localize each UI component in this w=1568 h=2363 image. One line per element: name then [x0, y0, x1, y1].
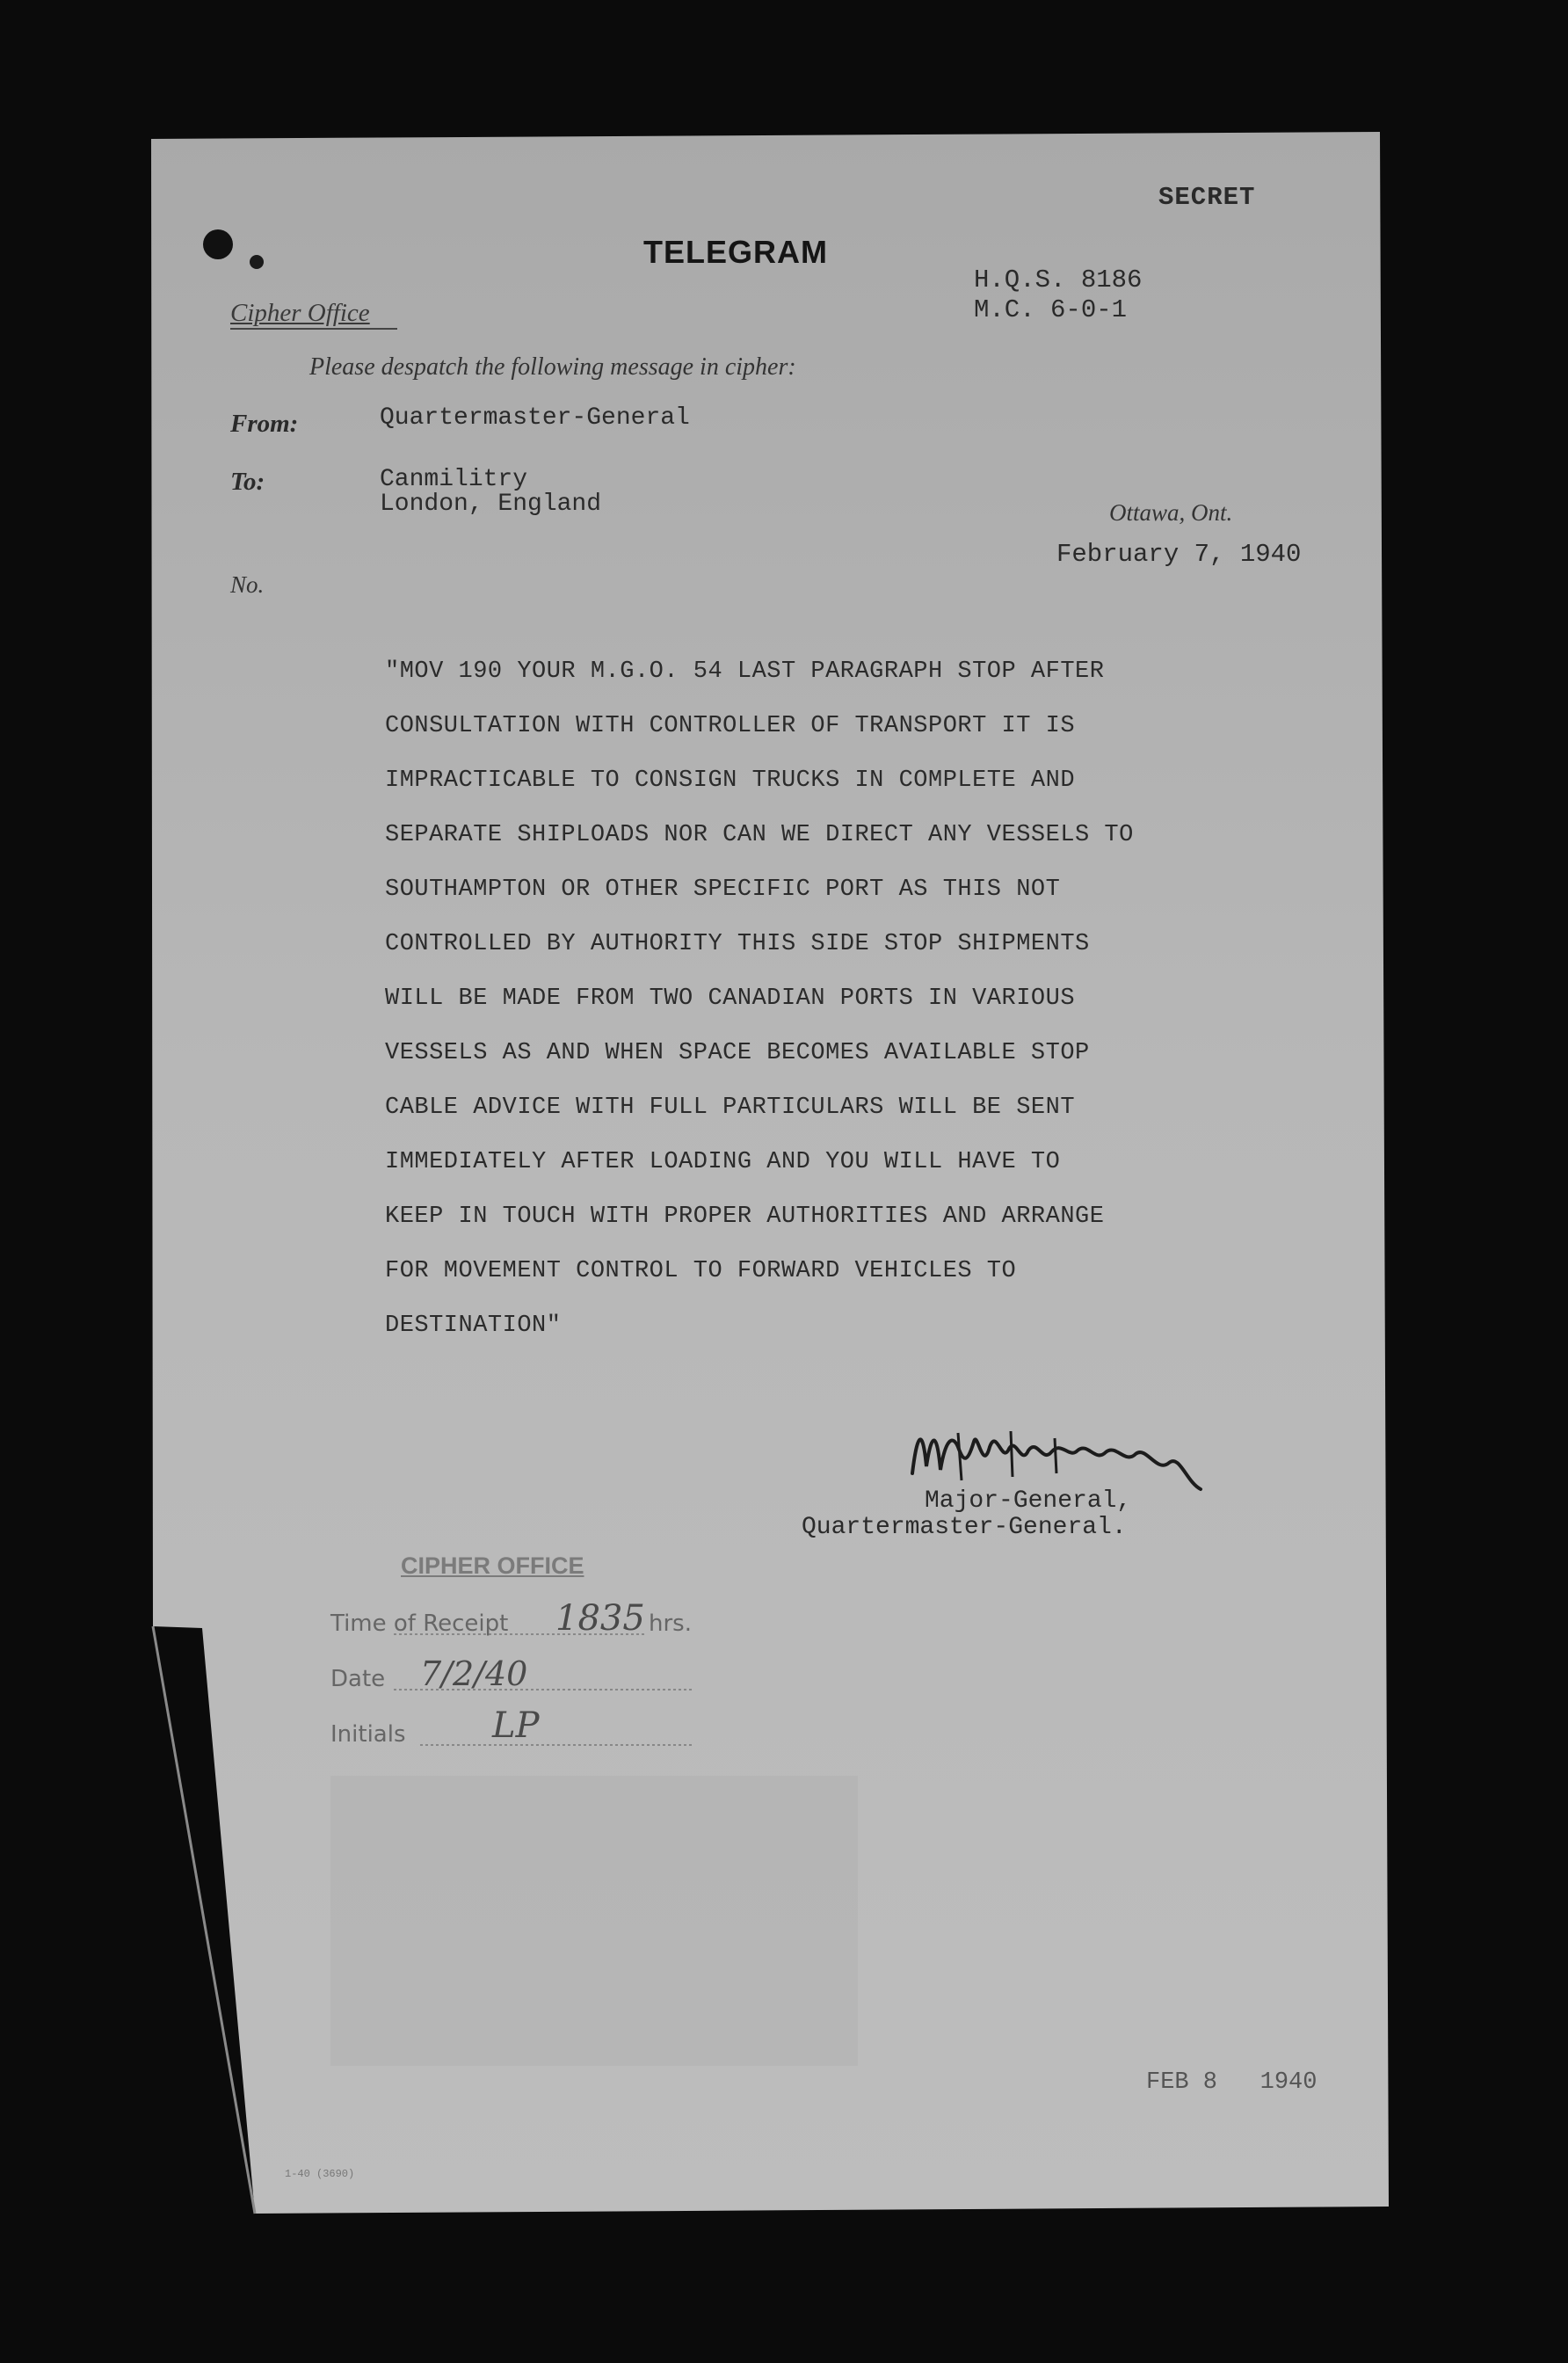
message-line: SOUTHAMPTON OR OTHER SPECIFIC PORT AS THIS NOT — [385, 876, 1061, 903]
message-line: IMMEDIATELY AFTER LOADING AND YOU WILL HAVE TO — [385, 1149, 1061, 1175]
from-value: Quartermaster-General — [380, 404, 690, 432]
punch-hole-small — [250, 255, 264, 269]
message-line: DESTINATION" — [385, 1312, 562, 1339]
punch-hole — [203, 229, 233, 259]
cipher-stamp-hrs-label: hrs. — [649, 1610, 692, 1637]
faded-stamp-area — [330, 1776, 858, 2066]
to-value-line1: Canmilitry — [380, 466, 528, 493]
form-code: 1-40 (3690) — [285, 2168, 355, 2180]
to-value-line2: London, England — [380, 491, 602, 518]
despatch-instruction: Please despatch the following message in cipher: — [309, 353, 796, 381]
handwritten-initials: LP — [492, 1705, 540, 1746]
handwritten-receipt-time: 1835 — [555, 1598, 645, 1639]
message-line: CABLE ADVICE WITH FULL PARTICULARS WILL BE SENT — [385, 1094, 1076, 1121]
cipher-stamp-initials-label: Initials — [330, 1721, 406, 1748]
message-line: WILL BE MADE FROM TWO CANADIAN PORTS IN VARIOUS — [385, 985, 1076, 1012]
cipher-stamp-heading: CIPHER OFFICE — [401, 1552, 584, 1579]
document-title: TELEGRAM — [643, 234, 828, 270]
message-line: VESSELS AS AND WHEN SPACE BECOMES AVAILABLE STOP — [385, 1040, 1090, 1066]
origin-place: Ottawa, Ont. — [1109, 499, 1233, 526]
to-label: To: — [230, 468, 265, 496]
signatory-title: Quartermaster-General. — [802, 1514, 1127, 1541]
cipher-stamp-date-label: Date — [330, 1666, 386, 1692]
handwritten-receipt-date: 7/2/40 — [420, 1654, 528, 1693]
message-line: CONTROLLED BY AUTHORITY THIS SIDE STOP SHIPMENTS — [385, 931, 1090, 957]
message-line: KEEP IN TOUCH WITH PROPER AUTHORITIES AND ARRANGE — [385, 1203, 1105, 1230]
message-line: IMPRACTICABLE TO CONSIGN TRUCKS IN COMPLETE AND — [385, 767, 1076, 794]
classification-marking: SECRET — [1158, 183, 1256, 212]
message-date: February 7, 1940 — [1056, 540, 1302, 569]
message-body — [385, 644, 1134, 1353]
received-date-stamp: FEB 8 1940 — [1146, 2069, 1318, 2096]
file-reference-mc: M.C. 6-0-1 — [974, 295, 1128, 324]
from-label: From: — [230, 410, 299, 438]
number-label: No. — [230, 571, 265, 598]
message-line: CONSULTATION WITH CONTROLLER OF TRANSPORT IT IS — [385, 713, 1076, 739]
message-line: "MOV 190 YOUR M.G.O. 54 LAST PARAGRAPH STOP AFTER — [385, 658, 1105, 685]
message-line: SEPARATE SHIPLOADS NOR CAN WE DIRECT ANY VESSELS TO — [385, 822, 1134, 848]
cipher-office-label: Cipher Office — [230, 299, 370, 327]
message-line: FOR MOVEMENT CONTROL TO FORWARD VEHICLES TO — [385, 1258, 1017, 1284]
cipher-stamp-time-label: Time of Receipt — [330, 1610, 509, 1637]
file-reference-hqs: H.Q.S. 8186 — [974, 265, 1143, 294]
signatory-rank: Major-General, — [925, 1487, 1132, 1515]
